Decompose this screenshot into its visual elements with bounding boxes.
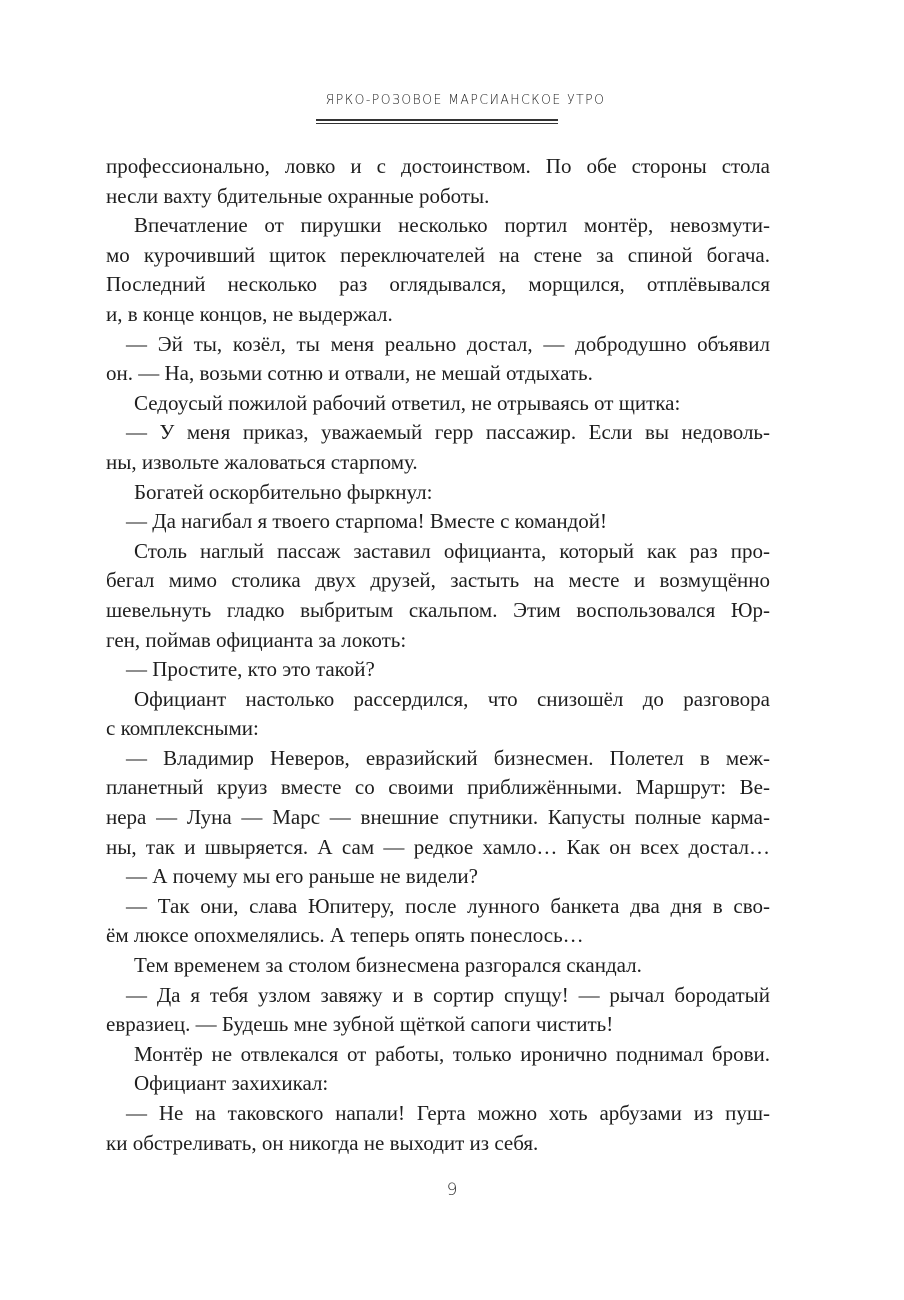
text-line: — Не на таковского напали! Герта можно хоть арбузами из пуш- xyxy=(126,1101,770,1125)
text-line: Столь наглый пассаж заставил официанта, который как раз про- xyxy=(134,538,770,563)
text-line: Впечатление от пирушки несколько портил монтёр, невозмути- xyxy=(134,213,770,238)
text-line: — А почему мы его раньше не видели? xyxy=(126,864,478,889)
text-line: несли вахту бдительные охранные роботы. xyxy=(106,183,490,208)
text-line: Официант настолько рассердился, что снизошёл до разговора xyxy=(134,686,770,711)
text-line: — Простите, кто это такой? xyxy=(126,657,375,682)
text-line: Официант захихикал: xyxy=(134,1071,329,1096)
text-line: — Владимир Неверов, евразийский бизнесмен. Полетел в меж- xyxy=(126,745,770,770)
rule-line-bottom xyxy=(316,123,558,125)
text-line: ки обстреливать, он никогда не выходит из себя. xyxy=(106,1130,539,1155)
text-line: с комплексными: xyxy=(106,716,259,741)
text-line: профессионально, ловко и с достоинством. По обе стороны стола xyxy=(106,154,770,178)
running-head: ЯРКО-РОЗОВОЕ МАРСИАНСКОЕ УТРО xyxy=(325,92,606,108)
body-text xyxy=(106,152,770,1158)
text-line: Последний несколько раз оглядывался, морщился, отплёвывался xyxy=(106,272,770,297)
text-line: Тем временем за столом бизнесмена разгорался скандал. xyxy=(134,953,642,978)
rule-line-top xyxy=(316,119,558,121)
text-line: — Так они, слава Юпитеру, после лунного банкета два дня в сво- xyxy=(126,893,770,918)
text-line: шевельнуть гладко выбритым скальпом. Этим воспользовался Юр- xyxy=(106,597,770,622)
running-head-double-rule xyxy=(316,119,558,125)
text-line: ген, поймав официанта за локоть: xyxy=(106,627,407,652)
text-line: — Да я тебя узлом завяжу и в сортир спущу! — рычал бородатый xyxy=(126,982,770,1007)
text-line: — Эй ты, козёл, ты меня реально достал, — добродушно объявил xyxy=(126,331,770,356)
text-line: бегал мимо столика двух друзей, застыть на месте и возмущённо xyxy=(106,568,770,593)
text-line: мо курочивший щиток переключателей на стене за спиной богача. xyxy=(106,242,770,267)
text-line: и, в конце концов, не выдержал. xyxy=(106,301,393,326)
text-line: — Да нагибал я твоего старпома! Вместе с командой! xyxy=(126,509,608,534)
text-line: евразиец. — Будешь мне зубной щёткой сапоги чистить! xyxy=(106,1012,614,1037)
text-line: планетный круиз вместе со своими приближёнными. Маршрут: Ве- xyxy=(106,775,770,800)
text-line: ны, извольте жаловаться старпому. xyxy=(106,449,418,474)
text-line: ём люксе опохмелялись. А теперь опять понеслось… xyxy=(106,923,584,948)
text-line: Монтёр не отвлекался от работы, только иронично поднимал брови. xyxy=(134,1041,770,1066)
text-line: он. — На, возьми сотню и отвали, не мешай отдыхать. xyxy=(106,361,593,386)
text-line: ны, так и швыряется. А сам — редкое хамло… Как он всех достал… xyxy=(106,834,770,859)
text-line: Седоусый пожилой рабочий ответил, не отрываясь от щитка: xyxy=(134,390,681,415)
text-line: — У меня приказ, уважаемый герр пассажир. Если вы недоволь- xyxy=(126,420,770,445)
text-line: Богатей оскорбительно фыркнул: xyxy=(134,479,433,504)
page-number: 9 xyxy=(446,1180,458,1200)
text-line: нера — Луна — Марс — внешние спутники. Капусты полные карма- xyxy=(106,805,770,830)
